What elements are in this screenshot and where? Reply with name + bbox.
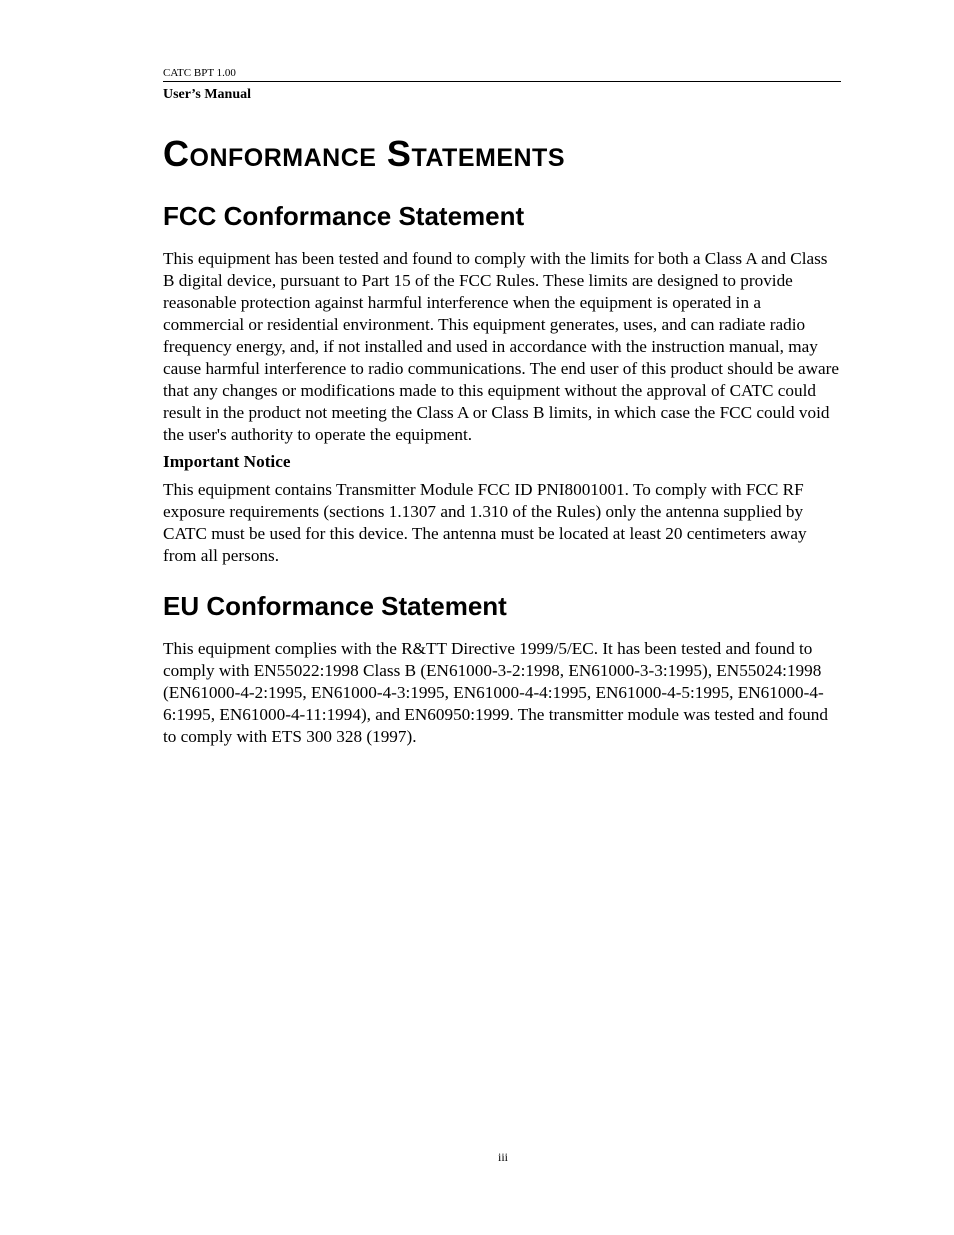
page-number: iii xyxy=(497,1150,508,1164)
header-product: CATC BPT 1.00 xyxy=(163,66,841,82)
fcc-statement-paragraph: This equipment has been tested and found to comply with the limits for both a Class A and Class B digital device, pursuant to Part 15 of the FCC Rules. These limits are designed to provide reasonable protection against harmful interference when the equipment is operated in a commercial or residential environment. This equipment generates, uses, and can radiate radio frequency energy, and, if not installed and used in accordance with the instruction manual, may cause harmful interference to radio communications. The end user of this product should be aware that any changes or modifications made to this equipment without the approval of CATC could result in the product not meeting the Class A or Class B limits, in which case the FCC could void the user's authority to operate the equipment. xyxy=(163,249,839,444)
header-manual-title: User’s Manual xyxy=(163,87,252,102)
eu-statement-paragraph: This equipment complies with the R&TT Directive 1999/5/EC. It has been tested and found to comply with EN55022:1998 Class B (EN61000-3-2:1998, EN61000-3-3:1995), EN55024:1998 (EN61000-4-2:1995, EN61000-4-3:1995, EN61000-4-4:1995, EN61000-4-5:1995, EN61000-4-6:1995, EN61000-4-11:1994), and EN60950:1999. The transmitter module was tested and found to comply with ETS 300 328 (1997). xyxy=(163,639,828,746)
eu-section-heading: EU Conformance Statement xyxy=(163,591,507,621)
running-header xyxy=(163,66,841,104)
fcc-section-heading: FCC Conformance Statement xyxy=(163,201,525,231)
important-notice-paragraph: This equipment contains Transmitter Module FCC ID PNI8001001. To comply with FCC RF exposure requirements (sections 1.1307 and 1.310 of the Rules) only the antenna supplied by CATC must be used for this device. The antenna must be located at least 20 centimeters away from all persons. xyxy=(163,480,807,565)
important-notice-heading: Important Notice xyxy=(163,452,291,471)
chapter-title: Conformance Statements xyxy=(163,133,566,174)
